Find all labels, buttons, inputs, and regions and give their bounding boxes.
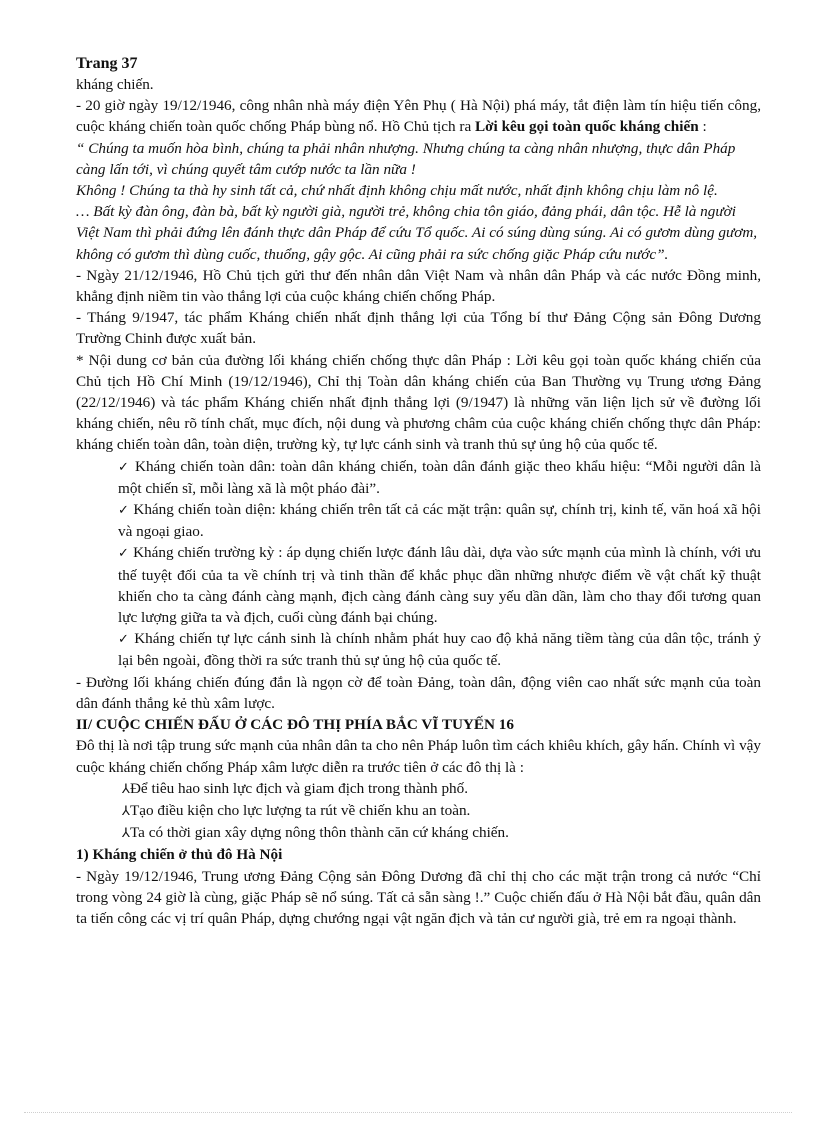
- quote-line-1: “ Chúng ta muốn hòa bình, chúng ta phải nhân nhượng. Nhưng chúng ta càng nhân nhượng, thực dân Pháp càng lấn tới, vì chúng quyết tâm cướp nước ta lần nữa !: [76, 139, 736, 178]
- checklist-text: Kháng chiến toàn dân: toàn dân kháng chiến, toàn dân đánh giặc theo khẩu hiệu: “Mỗi người dân là một chiến sĩ, mỗi làng xã là một pháo đài”.: [118, 457, 762, 497]
- colon-text: :: [698, 118, 707, 136]
- subsection-heading-hanoi: 1) Kháng chiến ở thủ đô Hà Nội: [76, 846, 283, 864]
- check-icon: ✓: [118, 546, 130, 562]
- checklist-text: Kháng chiến toàn diện: kháng chiến trên tất cả các mặt trận: quân sự, chính trị, kinh tế, văn hoá xã hội và ngoại giao.: [118, 501, 761, 541]
- paragraph-dec-19: [76, 95, 761, 137]
- section-heading-2: II/ CUỘC CHIẾN ĐẤU Ở CÁC ĐÔ THỊ PHÍA BẮC VĨ TUYẾN 16: [76, 716, 514, 734]
- paragraph-conclusion: - Đường lối kháng chiến đúng đắn là ngọn cờ để toàn Đảng, toàn dân, động viên cao nhất sức mạnh của toàn dân đánh thắng kẻ thù xâm lược.: [76, 673, 761, 712]
- checklist-item-3: [76, 542, 761, 628]
- document-page: [76, 54, 761, 929]
- paragraph-cities: Đô thị là nơi tập trung sức mạnh của nhân dân ta cho nên Pháp luôn tìm cách khiêu khích, gây hấn. Chính vì vậy cuộc kháng chiến chống Pháp xâm lược diễn ra trước tiên ở các đô thị là :: [76, 737, 761, 776]
- paragraph-hanoi: - Ngày 19/12/1946, Trung ương Đảng Cộng sản Đông Dương đã chỉ thị cho các mặt trận trong cả nước “Chỉ trong vòng 24 giờ là cùng, giặc Pháp sẽ nổ súng. Tất cả sẵn sàng !.” Cuộc chiến đấu ở Hà Nội bắt đầu, quân dân ta tiến công các vị trí quân Pháp, dựng chướng ngại vật ngăn địch và tản cư người già, trẻ em ra ngoại thành.: [76, 867, 761, 927]
- paragraph-sep-1947: - Tháng 9/1947, tác phẩm Kháng chiến nhất định thắng lợi của Tổng bí thư Đảng Cộng sản Đông Dương Trường Chinh được xuất bản.: [76, 309, 761, 348]
- page-bottom-divider: [24, 1112, 792, 1113]
- bullet-text: Để tiêu hao sinh lực địch và giam địch trong thành phố.: [129, 779, 469, 797]
- paragraph-content: * Nội dung cơ bản của đường lối kháng chiến chống thực dân Pháp : Lời kêu gọi toàn quốc kháng chiến của Chủ tịch Hồ Chí Minh (19/12/1946), Chỉ thị Toàn dân kháng chiến của Ban Thường vụ Trung ương Đảng (22/12/1946) và tác phẩm Kháng chiến nhất định thắng lợi (9/1947) là những văn liện lịch sử về đường lối kháng chiến, nêu rõ tính chất, mục đích, nội dung và phương châm của cuộc kháng chiến chống thực dân Pháp: kháng chiến toàn dân, toàn diện, trường kỳ, tự lực cánh sinh và tranh thủ sự ủng hộ của quốc tế.: [76, 351, 761, 454]
- appeal-title: Lời kêu gọi toàn quốc kháng chiến: [475, 118, 699, 136]
- page-number-title: Trang 37: [76, 55, 138, 72]
- checklist-item-4: [76, 628, 761, 671]
- check-icon: ✓: [118, 459, 131, 475]
- paragraph-dec-21: - Ngày 21/12/1946, Hồ Chủ tịch gửi thư đến nhân dân Việt Nam và nhân dân Pháp và các nước Đồng minh, khẳng định niềm tin vào thắng lợi của cuộc kháng chiến chống Pháp.: [76, 266, 761, 306]
- checklist-item-1: [76, 456, 761, 499]
- bullet-item-1: [76, 778, 761, 800]
- bullet-item-3: [76, 822, 761, 844]
- bullet-item-2: [76, 800, 761, 822]
- arrow-bullet-icon: ⅄: [122, 781, 130, 797]
- quote-line-3: … Bất kỳ đàn ông, đàn bà, bất kỳ người già, người trẻ, không chia tôn giáo, đảng phái, dân tộc. Hễ là người Việt Nam thì phải đứng lên đánh thực dân Pháp để cứu Tổ quốc. Ai có súng dùng súng. Ai có gươm dùng gươm, không có gươm thì dùng cuốc, thuổng, gậy gộc. Ai cũng phải ra sức chống giặc Pháp cứu nước”.: [76, 203, 758, 263]
- paragraph-text: - 20 giờ ngày 19/12/1946, công nhân nhà máy điện Yên Phụ ( Hà Nội) phá máy, tắt điện làm tín hiệu tiến công, cuộc kháng chiến toàn quốc chống Pháp bùng nổ. Hồ Chủ tịch ra: [76, 97, 761, 136]
- check-icon: ✓: [118, 632, 130, 648]
- bullet-text: Tạo điều kiện cho lực lượng ta rút về chiến khu an toàn.: [129, 801, 471, 819]
- checklist-text: Kháng chiến tự lực cánh sinh là chính nhằm phát huy cao độ khả năng tiềm tàng của dân tộc, tránh ỷ lại bên ngoài, đồng thời ra sức tranh thủ sự ủng hộ của quốc tế.: [118, 630, 761, 670]
- paragraph-continuation: kháng chiến.: [76, 76, 154, 93]
- quote-line-2: Không ! Chúng ta thà hy sinh tất cả, chứ nhất định không chịu mất nước, nhất định không chịu làm nô lệ.: [76, 182, 718, 200]
- arrow-bullet-icon: ⅄: [122, 803, 130, 819]
- checklist-text: Kháng chiến trường kỳ : áp dụng chiến lược đánh lâu dài, dựa vào sức mạnh của mình là chính, với ưu thế tuyệt đối của ta về chính trị và tinh thần để khắc phục dần những nhược điểm về vật chất kỹ thuật khiến cho ta càng đánh càng mạnh, địch càng đánh càng suy yếu dần dần, làm cho thay đổi tương quan lực lượng giữa ta và địch, cuối cùng đánh bại chúng.: [118, 544, 761, 627]
- arrow-bullet-icon: ⅄: [122, 826, 130, 842]
- check-icon: ✓: [118, 503, 130, 519]
- bullet-text: Ta có thời gian xây dựng nông thôn thành căn cứ kháng chiến.: [129, 824, 509, 842]
- checklist-item-2: [76, 499, 761, 542]
